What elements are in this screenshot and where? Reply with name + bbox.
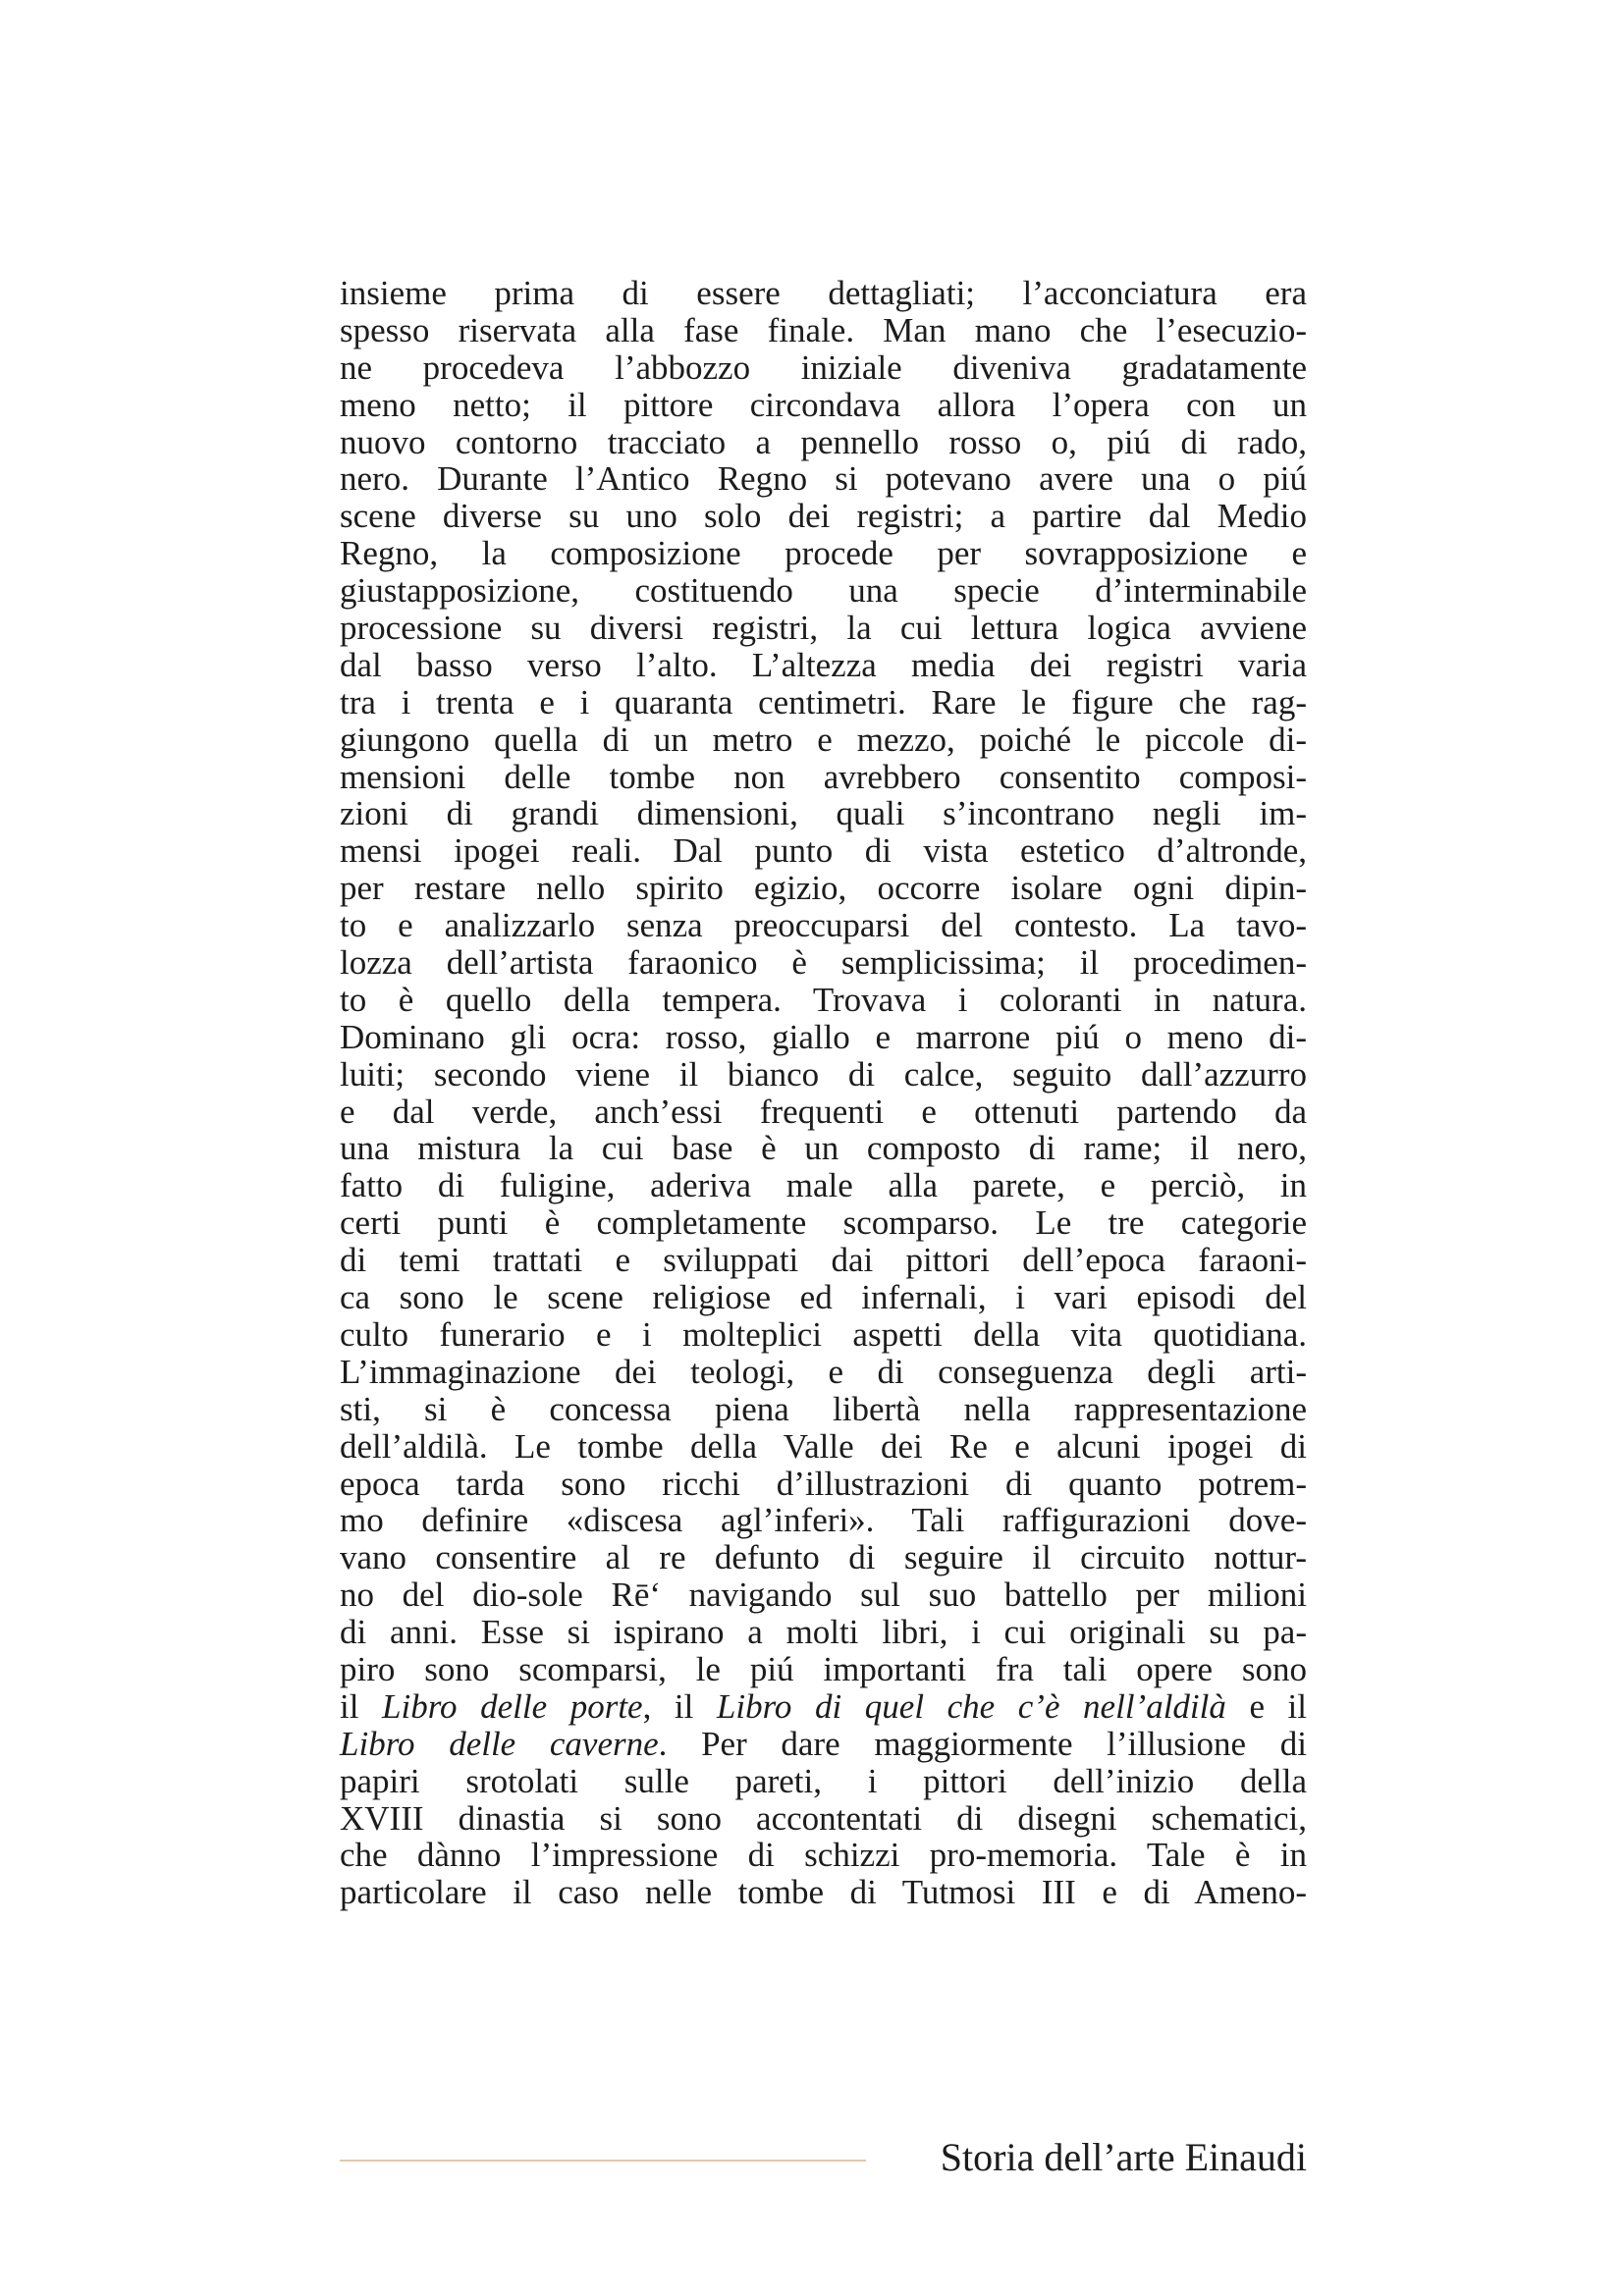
text-line: insieme prima di essere dettagliati; l’acconciatura era [340, 274, 1307, 312]
plain-text: . Per dare maggiormente l’illusione di [658, 1724, 1307, 1763]
text-line: nero. Durante l’Antico Regno si potevano avere una o piú [340, 459, 1307, 499]
text-line: certi punti è completamente scomparso. Le tre categorie [340, 1203, 1307, 1243]
body-text [340, 275, 1307, 1911]
text-line: papiri srotolati sulle pareti, i pittori dell’inizio della [340, 1761, 1307, 1800]
text-line: Regno, la composizione procede per sovrapposizione e [340, 534, 1307, 573]
text-line-with-titles [340, 1688, 1307, 1726]
text-line: no del dio-sole Rē‘ navigando sul suo battello per milioni [340, 1575, 1307, 1615]
text-line: epoca tarda sono ricchi d’illustrazioni di quanto potrem- [340, 1464, 1307, 1503]
text-line: meno netto; il pittore circondava allora l’opera con un [340, 385, 1307, 424]
text-line: mensioni delle tombe non avrebbero consentito composi- [340, 757, 1307, 796]
plain-text: , il [642, 1686, 717, 1726]
plain-text: e il [1225, 1686, 1307, 1726]
text-line: una mistura la cui base è un composto di rame; il nero, [340, 1129, 1307, 1168]
text-line: mo definire «discesa agl’inferi». Tali raffigurazioni dove- [340, 1501, 1307, 1540]
plain-text: il [340, 1686, 383, 1726]
text-line: XVIII dinastia si sono accontentati di disegni schematici, [340, 1798, 1307, 1838]
text-line: che dànno l’impressione di schizzi pro-memoria. Tale è in [340, 1836, 1307, 1875]
text-line: processione su diversi registri, la cui lettura logica avviene [340, 609, 1307, 648]
text-line: di anni. Esse si ispirano a molti libri, i cui originali su pa- [340, 1613, 1307, 1652]
text-line: Dominano gli ocra: rosso, giallo e marrone piú o meno di- [340, 1017, 1307, 1056]
text-line: to è quello della tempera. Trovava i coloranti in natura. [340, 980, 1307, 1019]
text-line: per restare nello spirito egizio, occorre isolare ogni dipin- [340, 869, 1307, 908]
text-line: sti, si è concessa piena libertà nella rappresentazione [340, 1389, 1307, 1428]
text-line: dell’aldilà. Le tombe della Valle dei Re e alcuni ipogei di [340, 1426, 1307, 1466]
text-line: e dal verde, anch’essi frequenti e ottenuti partendo da [340, 1092, 1307, 1131]
text-line: luiti; secondo viene il bianco di calce, seguito dall’azzurro [340, 1054, 1307, 1094]
text-line: piro sono scomparsi, le piú importanti fra tali opere sono [340, 1649, 1307, 1688]
text-line: lozza dell’artista faraonico è semplicissima; il procedimen- [340, 943, 1307, 983]
text-line: scene diverse su uno solo dei registri; a partire dal Medio [340, 497, 1307, 536]
text-line: vano consentire al re defunto di seguire il circuito nottur- [340, 1538, 1307, 1577]
text-line-with-title [340, 1726, 1307, 1763]
text-line: to e analizzarlo senza preoccuparsi del contesto. La tavo- [340, 906, 1307, 945]
text-line: zioni di grandi dimensioni, quali s’incontrano negli im- [340, 794, 1307, 833]
book-title-libro-di-quel-che: Libro di quel che c’è nell’aldilà [716, 1686, 1226, 1726]
text-line: particolare il caso nelle tombe di Tutmosi III e di Ameno- [340, 1873, 1307, 1912]
text-line: nuovo contorno tracciato a pennello rosso o, piú di rado, [340, 422, 1307, 461]
text-line: L’immaginazione dei teologi, e di conseguenza degli arti- [340, 1352, 1307, 1391]
text-line: dal basso verso l’alto. L’altezza media dei registri varia [340, 645, 1307, 684]
book-title-libro-delle-porte: Libro delle porte [382, 1686, 643, 1726]
text-line: giustapposizione, costituendo una specie d’interminabile [340, 571, 1307, 611]
footer-publication-title: Storia dell’arte Einaudi [940, 2135, 1307, 2179]
text-line: di temi trattati e sviluppati dai pittori dell’epoca faraoni- [340, 1241, 1307, 1280]
text-line: culto funerario e i molteplici aspetti della vita quotidiana. [340, 1314, 1307, 1354]
text-line: spesso riservata alla fase finale. Man mano che l’esecuzio- [340, 310, 1307, 349]
text-line: tra i trenta e i quaranta centimetri. Rare le figure che rag- [340, 682, 1307, 721]
text-line: giungono quella di un metro e mezzo, poiché le piccole di- [340, 720, 1307, 759]
book-title-libro-delle-caverne: Libro delle caverne [340, 1724, 659, 1763]
text-line: ca sono le scene religiose ed infernali, i vari episodi del [340, 1278, 1307, 1317]
text-line: ne procedeva l’abbozzo iniziale diveniva gradatamente [340, 347, 1307, 387]
text-line: fatto di fuligine, aderiva male alla parete, e perciò, in [340, 1166, 1307, 1205]
footer-divider [340, 2160, 866, 2162]
text-line: mensi ipogei reali. Dal punto di vista estetico d’altronde, [340, 831, 1307, 871]
